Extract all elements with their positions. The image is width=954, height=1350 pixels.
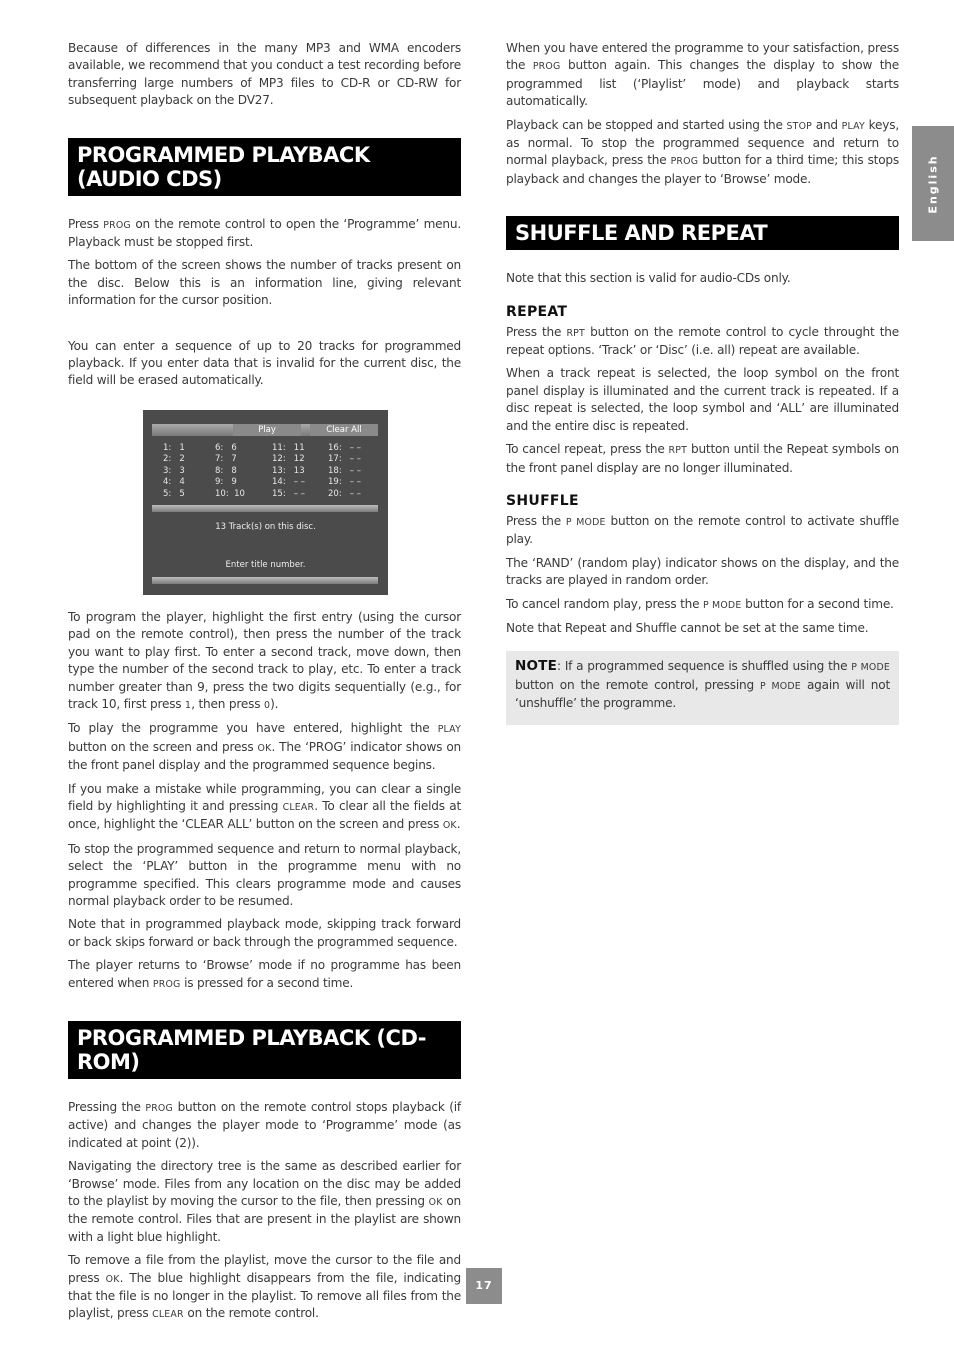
track-column[interactable]: 6: 6 7: 7 8: 8 9: 9 10: 10: [215, 442, 245, 499]
paragraph: The ‘RAND’ (random play) indicator shows on the display, and the tracks are played in random order.: [506, 555, 899, 588]
screen-bottom-bar: [152, 577, 378, 584]
section-heading-shuffle-repeat: SHUFFLE AND REPEAT: [506, 216, 899, 250]
paragraph: Playback can be stopped and started using the STOP and PLAY keys, as normal. To stop the programmed sequence and return to normal playback, press the PROG button for a third time; this stops playback and changes the player to ‘Browse’ mode.: [506, 117, 899, 186]
paragraph: To play the programme you have entered, highlight the PLAY button on the screen and press OK. The ‘PROG’ indicator shows on the front panel display and the programmed sequence begins.: [68, 721, 461, 773]
paragraph: Note that in programmed playback mode, skipping track forward or back skips forward or back through the programmed sequence.: [68, 917, 461, 949]
programme-screen: [143, 410, 388, 595]
paragraph: To stop the programmed sequence and return to normal playback, select the ‘PLAY’ button in the programme menu with no programme specified. This clears programme mode and causes normal playback order to be resumed.: [68, 841, 461, 908]
paragraph: The bottom of the screen shows the number of tracks present on the disc. Below this is an information line, giving relevant information for the cursor position.: [68, 258, 461, 308]
section-heading-audio: PROGRAMMED PLAYBACK (AUDIO CDS): [68, 138, 461, 196]
paragraph: The player returns to ‘Browse’ mode if no programme has been entered when PROG is pressed for a second time.: [68, 958, 461, 990]
language-tab: [912, 126, 954, 241]
paragraph: To remove a file from the playlist, move the cursor to the file and press OK. The blue highlight disappears from the file, indicating that the file is no longer in the playlist. To remove all files from the playlist, press CLEAR on the remote control.: [68, 1253, 461, 1321]
track-column[interactable]: 1: 1 2: 2 3: 3 4: 4 5: 5: [163, 442, 185, 499]
subheading-repeat: REPEAT: [506, 303, 568, 320]
section-heading-cdrom: PROGRAMMED PLAYBACK (CD-ROM): [68, 1021, 461, 1079]
paragraph: When a track repeat is selected, the loop symbol on the front panel display is illuminated and the current track is repeated. If a disc repeat is selected, the loop symbol and ‘ALL’ are illuminated and the entire disc is repeated.: [506, 366, 899, 433]
paragraph: Note that this section is valid for audio-CDs only.: [506, 271, 791, 286]
tracks-on-disc-text: 13 Track(s) on this disc.: [215, 521, 316, 532]
subheading-shuffle: SHUFFLE: [506, 492, 579, 509]
clear-all-button[interactable]: Clear All: [310, 424, 378, 436]
paragraph: To cancel random play, press the P MODE button for a second time.: [506, 596, 894, 611]
paragraph: Navigating the directory tree is the same as described earlier for ‘Browse’ mode. Files from any location on the disc may be added to the playlist by moving the cursor to the file, then pressing OK on the remote control. Files that are present in the playlist are shown with a light blue highlight.: [68, 1159, 461, 1244]
paragraph: To cancel repeat, press the RPT button until the Repeat symbols on the front panel display are no longer illuminated.: [506, 442, 899, 475]
paragraph: When you have entered the programme to your satisfaction, press the PROG button again. This changes the display to show the programmed list (‘Playlist’ mode) and playback starts automatically.: [506, 41, 899, 109]
paragraph: Note that Repeat and Shuffle cannot be set at the same time.: [506, 620, 869, 635]
paragraph: Press the RPT button on the remote control to cycle throught the repeat options. ‘Track’ or ‘Disc’ (i.e. all) repeat are available.: [506, 324, 899, 358]
key-label: PROG: [103, 219, 131, 231]
note-label: NOTE: [515, 658, 558, 675]
track-grid: [153, 440, 378, 506]
intro-paragraph: Because of differences in the many MP3 and WMA encoders available, we recommend that you conduct a test recording before transferring large numbers of MP3 files to CD-R or CD-RW for subsequent playback on the DV27.: [68, 41, 461, 108]
note-text: NOTE: If a programmed sequence is shuffled using the P MODE button on the remote control, pressing P MODE again will not ‘unshuffle’ the programme.: [515, 658, 890, 711]
paragraph: Press the P MODE button on the remote control to activate shuffle play.: [506, 513, 899, 547]
paragraph: To program the player, highlight the first entry (using the cursor pad on the remote control), then press the number of the track you want to play first. To enter a second track, move down, then type the number of the second track to play, etc. To enter a track number greater than 9, press the two digits sequentially (e.g., for track 10, first press 1, then press 0).: [68, 609, 461, 711]
track-column[interactable]: 11: 11 12: 12 13: 13 14: – – 15: – –: [272, 442, 305, 499]
paragraph: Pressing the PROG button on the remote control stops playback (if active) and changes the player mode to ‘Programme’ mode (as indicated at point (2)).: [68, 1100, 461, 1150]
paragraph: If you make a mistake while programming, you can clear a single field by highlighting it and pressing CLEAR. To clear all the fields at once, highlight the ‘CLEAR ALL’ button on the screen and press OK.: [68, 781, 461, 832]
page-number: 17: [466, 1268, 502, 1304]
note-box: [506, 651, 899, 724]
track-column[interactable]: 16: – – 17: – – 18: – – 19: – – 20: – –: [328, 442, 361, 499]
paragraph: Press PROG on the remote control to open the ‘Programme’ menu. Playback must be stopped first.: [68, 216, 461, 250]
paragraph: You can enter a sequence of up to 20 tracks for programmed playback. If you enter data that is invalid for the current disc, the field will be erased automatically.: [68, 338, 461, 388]
left-column: [68, 40, 461, 1330]
right-column: [506, 40, 899, 725]
play-button[interactable]: Play: [233, 424, 301, 436]
info-line-text: Enter title number.: [225, 559, 306, 570]
language-tab-label: English: [926, 153, 940, 214]
screen-divider-bar: [152, 505, 378, 512]
